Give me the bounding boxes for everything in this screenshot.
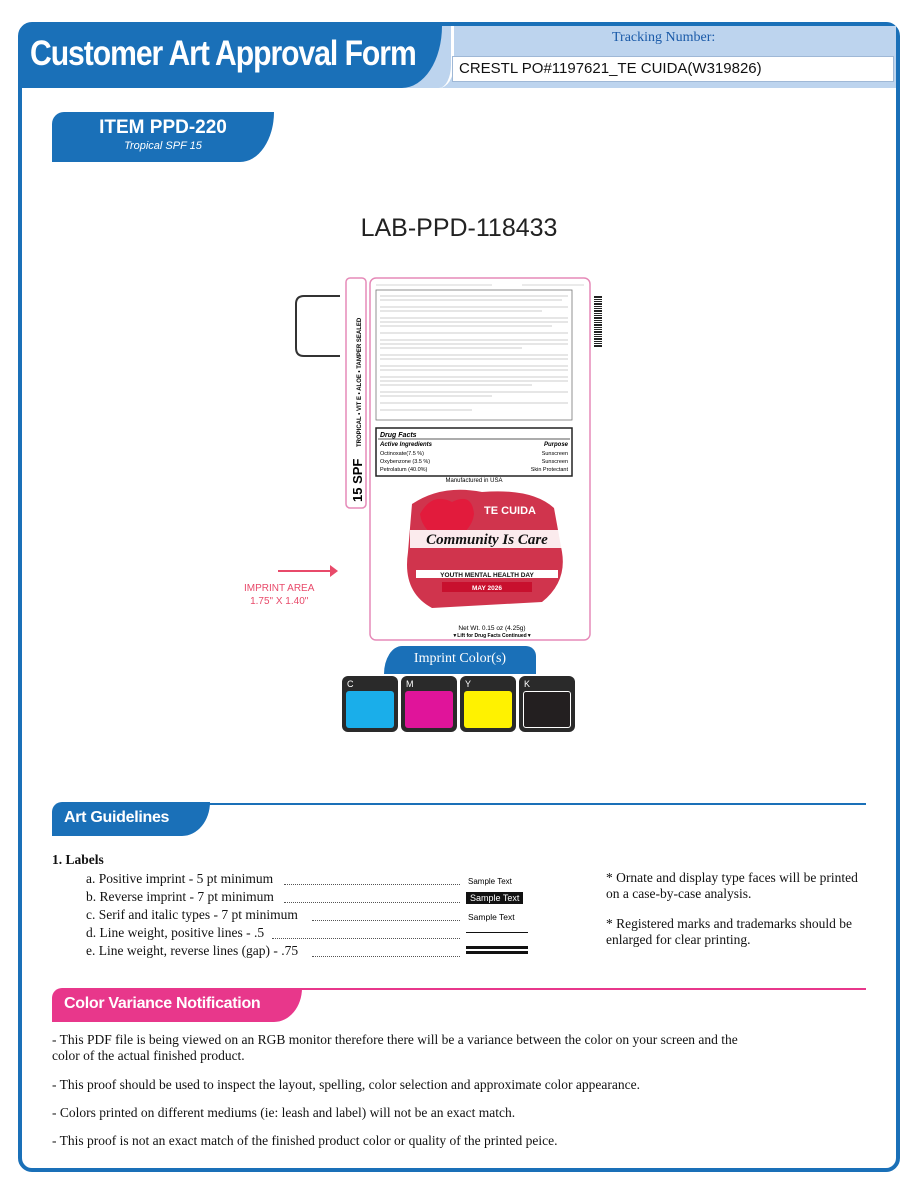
swatch-fill	[523, 691, 571, 728]
leader-dots	[272, 938, 460, 939]
guideline-item: b. Reverse imprint - 7 pt minimum	[86, 889, 274, 904]
imprint-area-size: 1.75" X 1.40"	[250, 596, 309, 607]
approval-form	[18, 22, 900, 1172]
swatch-label: C	[347, 679, 354, 689]
ingredient-purpose: Skin Protectant	[530, 467, 568, 473]
ingredient-name: Oxybenzone (3.5 %)	[380, 459, 431, 465]
side-strip-text: TROPICAL • VIT E • ALOE • TAMPER SEALED	[357, 317, 363, 447]
labels-heading: 1. Labels	[52, 852, 104, 867]
swatch-label: M	[406, 679, 414, 689]
tracking-number-field[interactable]: CRESTL PO#1197621_TE CUIDA(W319826)	[452, 56, 894, 82]
sample-reverse-lines	[466, 946, 528, 954]
guideline-item: c. Serif and italic types - 7 pt minimum	[86, 907, 298, 922]
made-in-text: Manufactured in USA	[445, 478, 503, 484]
variance-item: - Colors printed on different mediums (ie: leash and label) will not be an exact match.	[52, 1105, 516, 1120]
net-weight-text: Net Wt. 0.15 oz (4.25g)	[458, 625, 526, 632]
sample-serif: Sample Text	[468, 912, 515, 922]
logo-date: MAY 2026	[472, 585, 502, 592]
hang-tab-outline	[296, 296, 340, 356]
product-proof-art	[292, 252, 602, 639]
swatch-yellow	[460, 676, 516, 732]
sample-positive: Sample Text	[468, 877, 512, 886]
imprint-area-note	[244, 582, 314, 608]
variance-divider	[292, 988, 866, 990]
guideline-item: a. Positive imprint - 5 pt minimum	[86, 871, 274, 886]
leader-dots	[312, 956, 460, 957]
title-band	[22, 26, 442, 88]
page-title: Customer Art Approval Form	[30, 34, 416, 73]
ingredient-purpose: Sunscreen	[541, 459, 568, 465]
item-code: ITEM PPD-220	[99, 117, 227, 138]
spf-text: 15 SPF	[350, 458, 365, 502]
item-tab	[52, 112, 274, 162]
swatch-fill	[464, 691, 512, 728]
lift-for-drug-facts-text: ▼Lift for Drug Facts Continued▼	[452, 633, 532, 639]
tracking-label: Tracking Number:	[612, 30, 716, 45]
swatch-fill	[405, 691, 453, 728]
purpose-label: Purpose	[543, 442, 568, 448]
swatch-label: Y	[465, 679, 472, 689]
logo-brand: TE CUIDA	[484, 505, 536, 517]
guideline-note: * Ornate and display type faces will be printed on a case-by-case analysis.	[606, 870, 858, 901]
imprint-colors-tab: Imprint Color(s)	[384, 646, 536, 674]
variance-item: - This proof should be used to inspect the layout, spelling, color selection and approximate color appearance.	[52, 1077, 640, 1092]
swatch-black	[519, 676, 575, 732]
community-is-care-logo	[407, 490, 564, 608]
guideline-item: d. Line weight, positive lines - .5	[86, 925, 265, 940]
leader-dots	[284, 902, 460, 903]
sample-positive-line	[466, 932, 528, 933]
leader-dots	[284, 884, 460, 885]
imprint-arrow-icon	[278, 564, 338, 578]
sample-reverse: Sample Text	[466, 892, 523, 904]
item-name: Tropical SPF 15	[124, 140, 202, 152]
color-variance-tab: Color Variance Notification	[52, 988, 302, 1022]
color-swatches	[342, 676, 575, 732]
swatch-fill	[346, 691, 394, 728]
guideline-note: * Registered marks and trademarks should be enlarged for clear printing.	[606, 916, 852, 947]
lab-id: LAB-PPD-118433	[360, 214, 558, 242]
drug-facts-title: Drug Facts	[380, 432, 417, 439]
logo-tagline: Community Is Care	[426, 532, 548, 548]
swatch-label: K	[524, 679, 531, 689]
logo-event: YOUTH MENTAL HEALTH DAY	[440, 572, 534, 579]
imprint-area-label: IMPRINT AREA	[244, 583, 315, 594]
active-ingredients-label: Active Ingredients	[380, 442, 433, 448]
swatch-cyan	[342, 676, 398, 732]
guideline-item: e. Line weight, reverse lines (gap) - .75	[86, 943, 299, 958]
ingredient-purpose: Sunscreen	[541, 451, 568, 457]
art-guidelines-tab: Art Guidelines	[52, 802, 210, 836]
guidelines-divider	[202, 803, 866, 805]
form-header	[22, 26, 896, 88]
ingredient-name: Octinoxate(7.5 %)	[380, 451, 425, 457]
barcode-icon	[594, 296, 602, 347]
variance-item: - This proof is not an exact match of the finished product color or quality of the printed peice.	[52, 1133, 558, 1148]
leader-dots	[312, 920, 460, 921]
ingredient-name: Petrolatum (40.0%)	[380, 467, 428, 473]
variance-item: - This PDF file is being viewed on an RGB monitor therefore there will be a variance between the color on your screen and the color of the actual finished product.	[52, 1032, 738, 1063]
swatch-magenta	[401, 676, 457, 732]
